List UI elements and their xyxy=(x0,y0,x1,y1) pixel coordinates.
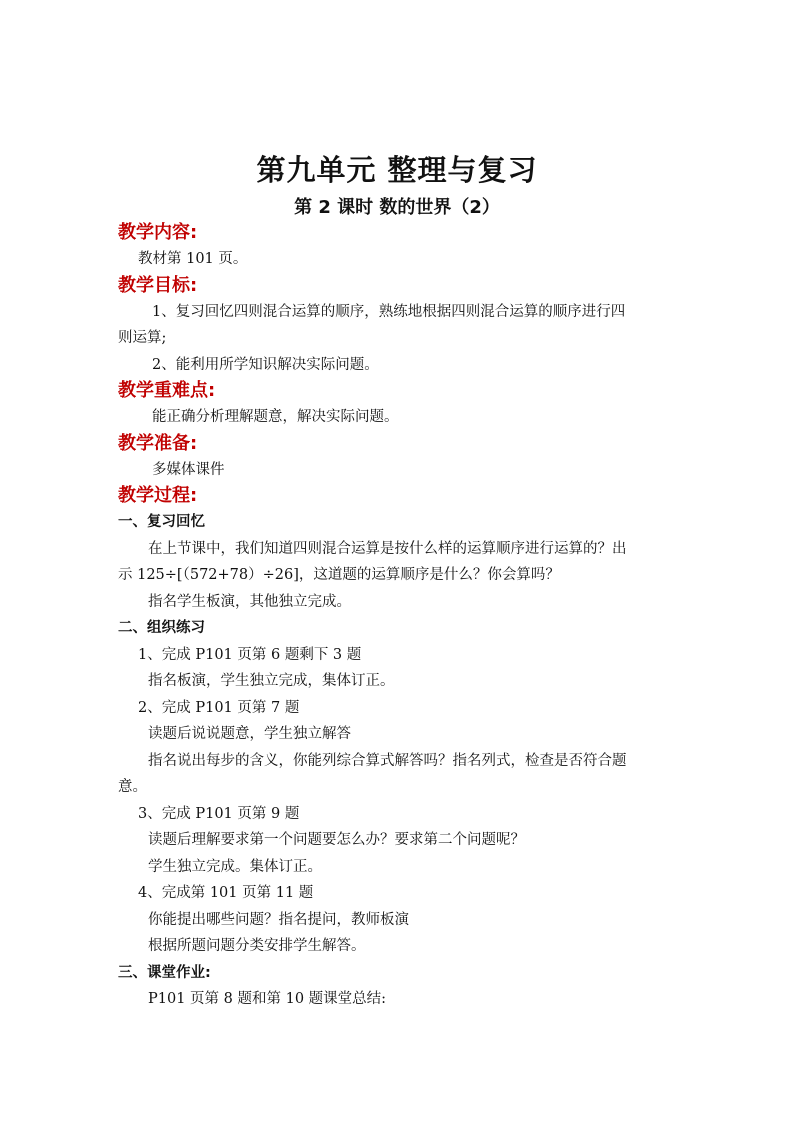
goal-1-line-2: 则运算; xyxy=(118,330,167,346)
document-body xyxy=(118,220,678,1013)
homework-text: P101 页第 8 题和第 10 题课堂总结: xyxy=(148,991,387,1007)
section-homework-title: 三、课堂作业: xyxy=(118,964,211,981)
practice-item-1: 1、完成 P101 页第 6 题剩下 3 题 xyxy=(138,646,362,663)
heading-process: 教学过程: xyxy=(118,485,198,506)
practice-item-2-detail-2-cont: 意。 xyxy=(118,779,147,795)
practice-item-4-detail-2: 根据所题问题分类安排学生解答。 xyxy=(148,938,366,954)
practice-item-4-detail-1: 你能提出哪些问题？指名提问，教师板演 xyxy=(148,911,409,928)
heading-preparation: 教学准备: xyxy=(118,432,198,454)
page-subtitle: 第 2 课时 数的世界（2） xyxy=(294,197,500,218)
heading-teaching-content: 教学内容: xyxy=(118,222,198,243)
goal-2: 2、能利用所学知识解决实际问题。 xyxy=(152,356,379,373)
review-line-2: 示 125÷[（572+78）÷26]，这道题的运算顺序是什么？你会算吗？ xyxy=(118,567,560,583)
heading-key-points: 教学重难点: xyxy=(118,380,216,401)
practice-item-3-detail-1: 读题后理解要求第一个问题要怎么办？要求第二个问题呢？ xyxy=(148,832,525,848)
teaching-content-text: 教材第 101 页。 xyxy=(138,251,248,267)
practice-item-4: 4、完成第 101 页第 11 题 xyxy=(138,885,314,901)
practice-item-1-detail: 指名板演，学生独立完成，集体订正。 xyxy=(148,673,395,689)
review-line-1: 在上节课中，我们知道四则混合运算是按什么样的运算顺序进行运算的？出 xyxy=(148,540,627,557)
practice-item-3-detail-2: 学生独立完成。集体订正。 xyxy=(148,858,322,875)
review-line-3: 指名学生板演，其他独立完成。 xyxy=(148,593,351,610)
heading-teaching-goals: 教学目标: xyxy=(118,274,198,296)
practice-item-2-detail-1: 读题后说说题意，学生独立解答 xyxy=(148,726,351,742)
practice-item-2: 2、完成 P101 页第 7 题 xyxy=(138,699,300,716)
preparation-text: 多媒体课件 xyxy=(152,461,225,478)
section-practice-title: 二、组织练习 xyxy=(118,620,205,636)
key-points-text: 能正确分析理解题意，解决实际问题。 xyxy=(152,409,399,425)
practice-item-3: 3、完成 P101 页第 9 题 xyxy=(138,805,300,822)
practice-item-2-detail-2: 指名说出每步的含义，你能列综合算式解答吗？指名列式，检查是否符合题 xyxy=(148,752,627,769)
section-review-title: 一、复习回忆 xyxy=(118,514,205,530)
goal-1-line-1: 1、复习回忆四则混合运算的顺序，熟练地根据四则混合运算的顺序进行四 xyxy=(152,303,626,320)
page-title: 第九单元 整理与复习 xyxy=(256,153,538,187)
